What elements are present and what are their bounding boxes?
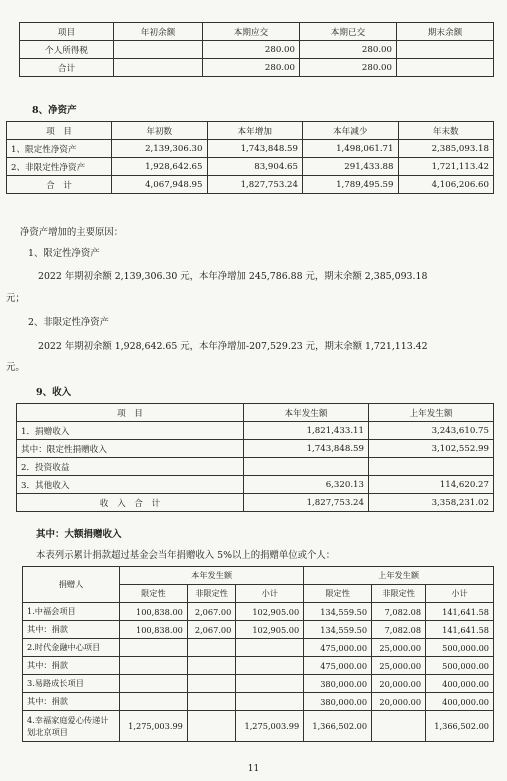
col-header: 本年增加	[207, 122, 303, 140]
cell: 83,904.65	[207, 158, 303, 176]
cell: 100,838.00	[120, 603, 188, 621]
cell: 20,000.00	[372, 693, 426, 711]
cell	[114, 59, 203, 77]
cell: 1,366,502.00	[304, 711, 372, 742]
cell	[244, 458, 369, 476]
col-header: 限定性	[304, 585, 372, 603]
page-number: 11	[247, 764, 260, 774]
cell	[397, 41, 494, 59]
cell: 1,821,433.11	[244, 422, 369, 440]
cell: 其中：捐款	[23, 621, 120, 639]
cell: 400,000.00	[426, 675, 494, 693]
reason-text: 2022 年期初余额 2,139,306.30 元，本年净增加 245,786.88 元，期末余额 2,385,093.18	[38, 271, 428, 282]
cell: 100,838.00	[120, 621, 188, 639]
cell: 1,928,642.65	[112, 158, 208, 176]
table-row	[23, 639, 494, 657]
cell: 1,827,753.24	[244, 494, 369, 512]
cell: 合 计	[7, 176, 112, 194]
cell	[187, 639, 235, 657]
col-header: 非限定性	[187, 585, 235, 603]
col-header: 项目	[20, 23, 114, 41]
cell	[372, 711, 426, 742]
cell: 280.00	[300, 41, 397, 59]
cell	[187, 693, 235, 711]
cell: 3,102,552.99	[369, 440, 494, 458]
table-row	[23, 675, 494, 693]
cell: 25,000.00	[372, 657, 426, 675]
cell: 3,243,610.75	[369, 422, 494, 440]
net-assets-table	[6, 121, 494, 194]
cell	[120, 693, 188, 711]
cell: 1、限定性净资产	[7, 140, 112, 158]
cell	[120, 657, 188, 675]
cell: 2,385,093.18	[398, 140, 494, 158]
cell: 1,789,495.59	[303, 176, 399, 194]
cell: 其中：限定性捐赠收入	[17, 440, 244, 458]
reason-item-title: 2、非限定性净资产	[28, 317, 109, 328]
table-row	[7, 140, 494, 158]
cell: 收 入 合 计	[17, 494, 244, 512]
section-heading: 其中：大额捐赠收入	[36, 529, 122, 540]
col-header: 本年减少	[303, 122, 399, 140]
cell: 1,498,061.71	[303, 140, 399, 158]
table-row	[23, 711, 494, 742]
cell: 1．捐赠收入	[17, 422, 244, 440]
table-row	[23, 657, 494, 675]
col-header: 项 目	[17, 404, 244, 422]
cell: 4,106,206.60	[398, 176, 494, 194]
cell: 2,139,306.30	[112, 140, 208, 158]
cell	[114, 41, 203, 59]
cell: 3,358,231.02	[369, 494, 494, 512]
table-row	[7, 176, 494, 194]
reason-text: 元；	[6, 293, 25, 304]
col-header: 本年发生额	[244, 404, 369, 422]
large-donations-table	[22, 566, 494, 742]
cell: 1.中福会项目	[23, 603, 120, 621]
cell: 2,067.00	[187, 603, 235, 621]
cell: 280.00	[300, 59, 397, 77]
cell: 380,000.00	[304, 693, 372, 711]
table-intro: 本表列示累计捐款超过基金会当年捐赠收入 5%以上的捐赠单位或个人：	[36, 550, 336, 561]
cell: 1,366,502.00	[426, 711, 494, 742]
cell: 个人所得税	[20, 41, 114, 59]
col-group-header: 本年发生额	[120, 567, 304, 585]
cell: 1,721,113.42	[398, 158, 494, 176]
col-header: 年初余额	[114, 23, 203, 41]
cell	[187, 711, 235, 742]
cell	[397, 59, 494, 77]
cell: 380,000.00	[304, 675, 372, 693]
cell: 25,000.00	[372, 639, 426, 657]
cell	[187, 675, 235, 693]
cell: 3.易路成长项目	[23, 675, 120, 693]
cell: 500,000.00	[426, 639, 494, 657]
col-header: 本期已交	[300, 23, 397, 41]
cell: 400,000.00	[426, 693, 494, 711]
col-header: 非限定性	[372, 585, 426, 603]
cell: 其中：捐款	[23, 657, 120, 675]
col-header: 限定性	[120, 585, 188, 603]
reason-text: 2022 年期初余额 1,928,642.65 元，本年净增加-207,529.23 元，期末余额 1,721,113.42	[38, 341, 428, 352]
cell: 134,559.50	[304, 621, 372, 639]
col-header: 捐赠人	[23, 567, 120, 603]
cell: 2,067.00	[187, 621, 235, 639]
cell: 其中：捐款	[23, 693, 120, 711]
cell: 475,000.00	[304, 657, 372, 675]
cell: 141,641.58	[426, 621, 494, 639]
cell: 1,743,848.59	[207, 140, 303, 158]
reason-title: 净资产增加的主要原因：	[20, 227, 124, 238]
col-header: 项 目	[7, 122, 112, 140]
cell	[369, 458, 494, 476]
cell: 6,320.13	[244, 476, 369, 494]
cell: 500,000.00	[426, 657, 494, 675]
col-header: 年末数	[398, 122, 494, 140]
cell: 280.00	[203, 59, 300, 77]
cell	[236, 675, 304, 693]
cell: 102,905.00	[236, 621, 304, 639]
cell: 141,641.58	[426, 603, 494, 621]
cell	[236, 693, 304, 711]
tax-table	[19, 22, 494, 77]
cell: 7,082.08	[372, 603, 426, 621]
cell: 2．投资收益	[17, 458, 244, 476]
col-header: 本期应交	[203, 23, 300, 41]
cell	[236, 657, 304, 675]
table-row	[20, 59, 494, 77]
cell: 4,067,948.95	[112, 176, 208, 194]
cell: 102,905.00	[236, 603, 304, 621]
section-heading: 8、净资产	[32, 105, 77, 116]
cell: 1,827,753.24	[207, 176, 303, 194]
cell: 1,743,848.59	[244, 440, 369, 458]
cell: 475,000.00	[304, 639, 372, 657]
reason-text: 元。	[6, 362, 25, 373]
cell: 2、非限定性净资产	[7, 158, 112, 176]
cell: 291,433.88	[303, 158, 399, 176]
cell	[120, 639, 188, 657]
table-row	[17, 458, 494, 476]
cell: 280.00	[203, 41, 300, 59]
section-heading: 9、收入	[36, 387, 72, 398]
col-header: 小计	[426, 585, 494, 603]
table-row	[17, 476, 494, 494]
table-row	[17, 494, 494, 512]
cell: 2.时代金融中心项目	[23, 639, 120, 657]
cell	[236, 639, 304, 657]
table-row	[7, 158, 494, 176]
col-header: 上年发生额	[369, 404, 494, 422]
cell	[187, 657, 235, 675]
cell: 134,559.50	[304, 603, 372, 621]
cell	[120, 675, 188, 693]
income-table	[16, 403, 494, 512]
col-header: 期末余额	[397, 23, 494, 41]
table-row	[17, 440, 494, 458]
reason-item-title: 1、限定性净资产	[28, 248, 100, 259]
cell: 3．其他收入	[17, 476, 244, 494]
table-row	[23, 603, 494, 621]
table-row	[23, 621, 494, 639]
col-group-header: 上年发生额	[304, 567, 494, 585]
col-header: 年初数	[112, 122, 208, 140]
table-row	[23, 693, 494, 711]
cell: 4.幸福家庭爱心传递计划北京项目	[23, 711, 120, 742]
cell: 1,275,003.99	[120, 711, 188, 742]
cell: 1,275,003.99	[236, 711, 304, 742]
col-header: 小计	[236, 585, 304, 603]
cell: 114,620.27	[369, 476, 494, 494]
table-row	[20, 41, 494, 59]
cell: 7,082.08	[372, 621, 426, 639]
table-row	[17, 422, 494, 440]
cell: 合计	[20, 59, 114, 77]
cell: 20,000.00	[372, 675, 426, 693]
